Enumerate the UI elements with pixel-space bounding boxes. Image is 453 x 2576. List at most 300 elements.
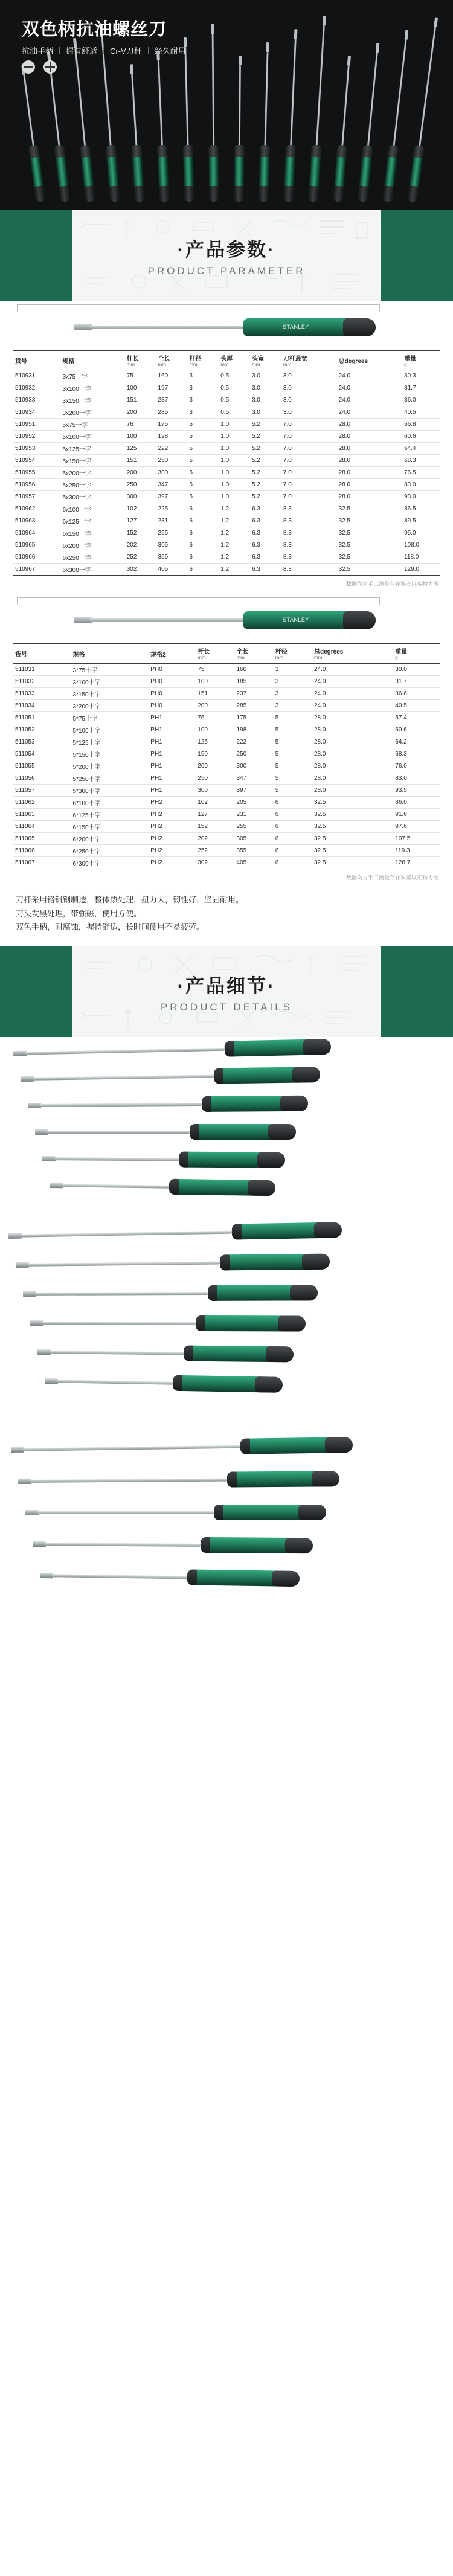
table-cell: 205 — [235, 796, 274, 808]
table-cell: 3 — [274, 663, 312, 675]
table-cell: 198 — [235, 724, 274, 736]
table-cell: 6 — [187, 527, 219, 539]
table-cell: 6 — [274, 856, 312, 869]
table-cell: 397 — [235, 784, 274, 796]
gallery-shaft — [23, 1445, 240, 1451]
table-row — [13, 736, 440, 748]
table-cell: 31.7 — [393, 675, 440, 687]
table-cell: 40.5 — [393, 699, 440, 711]
table-cell: 8.3 — [281, 527, 337, 539]
table-row — [13, 382, 440, 394]
phillips-driver-graphic — [56, 609, 394, 630]
table-row — [13, 539, 440, 551]
table-cell: 6*200十字 — [71, 832, 149, 844]
table-cell: 511034 — [13, 699, 71, 711]
table-cell: 6.3 — [250, 527, 281, 539]
screwdriver-handle — [54, 145, 71, 202]
table-cell: 511067 — [13, 856, 71, 869]
hero-screwdriver — [69, 36, 95, 202]
gallery-screwdriver — [16, 1254, 332, 1273]
table-cell: 511057 — [13, 784, 71, 796]
screwdriver-tip — [404, 30, 408, 40]
table-cell: 1.2 — [219, 503, 250, 515]
gallery-tip — [11, 1447, 24, 1453]
table-cell: 510933 — [13, 394, 61, 406]
table-cell: 28.0 — [337, 431, 402, 443]
gallery-tip — [28, 1103, 41, 1108]
gallery-tip — [45, 1378, 58, 1384]
gallery-screwdriver — [42, 1151, 288, 1168]
hero-screwdriver — [357, 41, 383, 202]
table-cell: 511065 — [13, 832, 71, 844]
table-cell: 24.0 — [312, 675, 393, 687]
table-cell: 200 — [125, 467, 156, 479]
hero-tag-list — [22, 43, 192, 57]
gallery-shaft — [37, 1511, 214, 1514]
dimension-tick-right — [379, 597, 380, 605]
gallery-tip — [50, 1183, 63, 1188]
handle-collar — [214, 1068, 223, 1084]
table-cell: 1.0 — [219, 491, 250, 503]
gallery-tip — [37, 1349, 51, 1355]
col-header: 头厚 mm — [219, 351, 250, 370]
table-cell: 127 — [125, 515, 156, 527]
table-cell: 5 — [274, 711, 312, 724]
table-cell: 75 — [196, 663, 234, 675]
handle-end-cap — [343, 611, 376, 629]
table-cell: 76 — [125, 419, 156, 431]
table-cell: 6 — [187, 539, 219, 551]
table-cell: 200 — [196, 699, 234, 711]
handle-end-cap — [302, 1254, 330, 1270]
handle-collar — [220, 1254, 230, 1270]
hero-tag-3: 经久耐用 — [154, 47, 186, 56]
table-cell: 28.0 — [312, 772, 393, 784]
product-description — [0, 887, 453, 946]
gallery-tip — [30, 1320, 43, 1326]
gallery-screwdriver — [11, 1437, 355, 1457]
table-row — [13, 832, 440, 844]
section-title-cn: ·产品参数· — [177, 239, 276, 260]
col-header: 全长 mm — [235, 644, 274, 663]
table-cell: 28.0 — [312, 711, 393, 724]
gallery-tip — [33, 1541, 46, 1547]
table-cell: 1.2 — [219, 515, 250, 527]
table-cell: 511033 — [13, 687, 71, 699]
table-row — [13, 699, 440, 711]
gallery-shaft — [57, 1380, 173, 1384]
table-cell: 510967 — [13, 564, 61, 576]
table-cell: 6 — [274, 808, 312, 820]
table-cell: 5 — [274, 760, 312, 772]
table-header-row — [13, 351, 440, 370]
table-cell: 200 — [125, 406, 156, 419]
section-title-en: PRODUCT DETAILS — [160, 1001, 293, 1013]
table-cell: 5 — [187, 479, 219, 491]
handle-collar — [202, 1096, 211, 1112]
screwdriver-shaft — [264, 52, 268, 146]
table-cell: 6.3 — [250, 503, 281, 515]
table-cell: 28.0 — [337, 479, 402, 491]
table-cell: 252 — [196, 844, 234, 856]
gallery-handle — [225, 1039, 332, 1057]
dimension-tick-left — [17, 304, 18, 312]
table-cell: 3 — [187, 370, 219, 382]
table-cell: 511063 — [13, 808, 71, 820]
table-cell: 5x300一字 — [61, 491, 125, 503]
table-cell: 511056 — [13, 772, 71, 784]
handle-end-cap — [268, 1124, 296, 1140]
table-cell: 129.0 — [402, 564, 440, 576]
table-cell: 32.5 — [337, 527, 402, 539]
col-header: 重量 g — [393, 644, 440, 663]
gallery-screwdriver — [8, 1222, 344, 1244]
page-title: 双色柄抗油螺丝刀 — [22, 20, 167, 39]
table-cell: 197 — [156, 382, 188, 394]
table-cell: 5 — [274, 736, 312, 748]
table-cell: 3 — [187, 382, 219, 394]
table-cell: 6 — [187, 551, 219, 564]
gallery-handle — [184, 1346, 294, 1363]
table-cell: 175 — [156, 419, 188, 431]
table-cell: 8.3 — [281, 515, 337, 527]
table-cell: 510956 — [13, 479, 61, 491]
screwdriver-handle — [259, 145, 270, 202]
table-cell: 175 — [235, 711, 274, 724]
phillips-bit-icon — [43, 60, 57, 74]
table-cell: 64.2 — [393, 736, 440, 748]
table-cell: 6 — [274, 796, 312, 808]
table-cell: 1.2 — [219, 551, 250, 564]
table-cell: 1.2 — [219, 564, 250, 576]
table-cell: 1.0 — [219, 419, 250, 431]
table-cell: 75 — [125, 370, 156, 382]
gallery-screwdriver — [28, 1096, 310, 1113]
handle-end-cap — [248, 1180, 275, 1196]
table-cell: PH2 — [149, 796, 196, 808]
table-cell: 510963 — [13, 515, 61, 527]
table-cell: PH1 — [149, 736, 196, 748]
table-cell: 3.0 — [281, 394, 337, 406]
hero-bit-icons — [22, 60, 57, 74]
col-header: 杆长 mm — [125, 351, 156, 370]
flat-handle — [243, 318, 376, 336]
table-cell: 355 — [156, 551, 188, 564]
table-cell: 60.6 — [393, 724, 440, 736]
table-cell: 5 — [187, 443, 219, 455]
table-cell: 32.5 — [337, 515, 402, 527]
table-row — [13, 406, 440, 419]
gallery-handle — [220, 1254, 330, 1271]
table-row — [13, 551, 440, 564]
gallery-handle — [214, 1505, 326, 1520]
table-row — [13, 663, 440, 675]
table-cell: 28.0 — [337, 491, 402, 503]
table-cell: 6 — [274, 844, 312, 856]
table-cell: 24.0 — [312, 699, 393, 711]
table-cell: 405 — [156, 564, 188, 576]
table-cell: 3 — [274, 699, 312, 711]
table-cell: 3*75十字 — [71, 663, 149, 675]
table-cell: 32.5 — [312, 832, 393, 844]
flat-driver-graphic — [56, 316, 394, 337]
gallery-handle — [173, 1375, 283, 1393]
gallery-tip — [8, 1233, 22, 1239]
handle-end-cap — [325, 1437, 353, 1453]
screwdriver-handle — [234, 145, 245, 202]
table-cell: 3x200一字 — [61, 406, 125, 419]
table-cell: 1.0 — [219, 443, 250, 455]
table-cell: 510931 — [13, 370, 61, 382]
table-cell: PH0 — [149, 663, 196, 675]
table-cell: 300 — [196, 784, 234, 796]
table-cell: PH1 — [149, 724, 196, 736]
table-row — [13, 772, 440, 784]
table-cell: PH2 — [149, 832, 196, 844]
table-cell: 24.0 — [312, 687, 393, 699]
table-cell: 151 — [125, 394, 156, 406]
table-cell: 5*75十字 — [71, 711, 149, 724]
table-cell: 5x125一字 — [61, 443, 125, 455]
table-cell: 202 — [196, 832, 234, 844]
table-cell: 28.0 — [337, 419, 402, 431]
brand-label: STANLEY — [283, 617, 309, 623]
gallery-screwdriver — [37, 1344, 296, 1362]
gallery-tip — [16, 1262, 29, 1268]
gallery-shaft — [42, 1322, 196, 1325]
table-cell: PH0 — [149, 699, 196, 711]
table-cell: 3.0 — [281, 406, 337, 419]
table-cell: 3.0 — [250, 406, 281, 419]
table-cell: 250 — [196, 772, 234, 784]
table-cell: 5x250一字 — [61, 479, 125, 491]
gallery-shaft — [40, 1103, 202, 1107]
table-cell: 250 — [235, 748, 274, 760]
table-row — [13, 491, 440, 503]
table-cell: 231 — [156, 515, 188, 527]
section-title-en: PRODUCT PARAMETER — [147, 265, 306, 277]
table-cell: 200 — [196, 760, 234, 772]
phillips-handle — [243, 611, 376, 629]
table-cell: 0.5 — [219, 406, 250, 419]
gallery-tip — [13, 1051, 27, 1056]
table-row — [13, 455, 440, 467]
table-cell: 6 — [274, 820, 312, 832]
table-cell: 300 — [125, 491, 156, 503]
col-header: 头宽 mm — [250, 351, 281, 370]
hero-screwdriver — [17, 63, 46, 202]
table-row — [13, 687, 440, 699]
table-cell: 5*100十字 — [71, 724, 149, 736]
table-cell: 511052 — [13, 724, 71, 736]
gallery-screwdriver — [45, 1373, 285, 1393]
table-cell: 347 — [235, 772, 274, 784]
table-cell: 5 — [187, 431, 219, 443]
gallery-tip — [35, 1129, 48, 1135]
table-cell: 28.0 — [312, 748, 393, 760]
table-cell: 511051 — [13, 711, 71, 724]
table-cell: 107.5 — [393, 832, 440, 844]
table-cell: 93.0 — [402, 491, 440, 503]
table-cell: 5x75一字 — [61, 419, 125, 431]
table-cell: 36.0 — [402, 394, 440, 406]
flat-shaft — [89, 326, 246, 329]
table-cell: 511064 — [13, 820, 71, 832]
gallery-handle — [227, 1471, 339, 1487]
table-cell: 3 — [274, 687, 312, 699]
table-cell: 6.3 — [250, 539, 281, 551]
table-cell: 222 — [235, 736, 274, 748]
table-cell: PH2 — [149, 808, 196, 820]
handle-collar — [227, 1472, 237, 1488]
table-cell: 6x200一字 — [61, 539, 125, 551]
table-cell: 160 — [235, 663, 274, 675]
table-cell: 3*200十字 — [71, 699, 149, 711]
hero-screwdriver — [179, 36, 194, 202]
screwdriver-handle — [156, 145, 169, 202]
table-cell: 6x250一字 — [61, 551, 125, 564]
table-cell: 510953 — [13, 443, 61, 455]
table-row — [13, 515, 440, 527]
screwdriver-shaft — [290, 39, 297, 146]
hero-screwdriver — [126, 63, 145, 202]
handle-end-cap — [280, 1096, 308, 1111]
flat-screwdriver-illustration — [0, 301, 453, 350]
table-cell: 198 — [156, 431, 188, 443]
table-cell: 255 — [156, 527, 188, 539]
hero-screwdriver — [406, 15, 442, 202]
table-cell: 5 — [274, 724, 312, 736]
hero-tag-0: 抗油手柄 — [22, 47, 54, 56]
table-cell: 32.5 — [312, 796, 393, 808]
screwdriver-shaft — [238, 65, 240, 146]
table-cell: 76 — [196, 711, 234, 724]
handle-end-cap — [290, 1285, 318, 1300]
table-cell: 397 — [156, 491, 188, 503]
table-cell: PH2 — [149, 820, 196, 832]
gallery-image-3 — [0, 1418, 453, 1623]
table-cell: 5*250十字 — [71, 772, 149, 784]
table-cell: 68.3 — [393, 748, 440, 760]
table-cell: 5.2 — [250, 431, 281, 443]
screwdriver-handle — [208, 145, 219, 202]
table-cell: 30.3 — [402, 370, 440, 382]
gallery-shaft — [62, 1184, 169, 1188]
col-header: 规格2 — [149, 644, 196, 663]
table-cell: 5.2 — [250, 479, 281, 491]
table-cell: 8.3 — [281, 539, 337, 551]
table-cell: 83.0 — [402, 479, 440, 491]
table-row — [13, 760, 440, 772]
description-line-2: 刀头发黑处理，带强磁，使用方便。 — [16, 908, 142, 918]
table-cell: 3.0 — [250, 370, 281, 382]
table-cell: 125 — [125, 443, 156, 455]
table-cell: 5 — [187, 455, 219, 467]
table-cell: 151 — [196, 687, 234, 699]
table-cell: 32.5 — [337, 503, 402, 515]
handle-end-cap — [314, 1222, 342, 1238]
gallery-screwdriver — [13, 1039, 333, 1061]
table-cell: 3 — [187, 406, 219, 419]
table-cell: 285 — [156, 406, 188, 419]
table-cell: 24.0 — [337, 394, 402, 406]
table-cell: 7.0 — [281, 455, 337, 467]
gallery-image-2 — [0, 1218, 453, 1418]
col-header: 规格 — [61, 351, 125, 370]
gallery-screwdriver — [23, 1285, 320, 1302]
hero-screwdriver — [283, 28, 301, 202]
table-cell: 32.5 — [312, 856, 393, 869]
gallery-shaft — [35, 1292, 208, 1296]
gallery-handle — [196, 1315, 306, 1332]
table-cell: 8.3 — [281, 551, 337, 564]
dimension-line — [17, 304, 379, 305]
table-cell: 252 — [125, 551, 156, 564]
table-row — [13, 479, 440, 491]
screwdriver-shaft — [157, 60, 162, 146]
table-cell: 40.5 — [402, 406, 440, 419]
flat-table-note: 数据均为手工测量存在误差以实物为准 — [345, 581, 439, 588]
table-cell: 8.3 — [281, 564, 337, 576]
table-cell: 510957 — [13, 491, 61, 503]
gallery-screwdriver — [35, 1124, 298, 1140]
gallery-shaft — [52, 1574, 187, 1579]
screwdriver-tip — [347, 56, 350, 66]
screwdriver-handle — [131, 145, 145, 202]
gallery-handle — [201, 1537, 313, 1553]
table-cell: 510952 — [13, 431, 61, 443]
dimension-line — [17, 597, 379, 598]
table-cell: 32.5 — [312, 820, 393, 832]
table-cell: 510965 — [13, 539, 61, 551]
table-cell: 6*250十字 — [71, 844, 149, 856]
gallery-handle — [208, 1285, 318, 1301]
table-cell: PH0 — [149, 687, 196, 699]
screwdriver-shaft — [341, 66, 350, 147]
table-cell: 5*125十字 — [71, 736, 149, 748]
screwdriver-handle — [283, 145, 296, 202]
table-cell: 0.5 — [219, 370, 250, 382]
gallery-shaft — [33, 1075, 214, 1081]
table-cell: 5x200一字 — [61, 467, 125, 479]
table-cell: 302 — [125, 564, 156, 576]
screwdriver-shaft — [184, 47, 188, 146]
table-cell: 6*100十字 — [71, 796, 149, 808]
phillips-spec-table — [13, 643, 440, 869]
handle-collar — [173, 1375, 182, 1391]
table-cell: 225 — [156, 503, 188, 515]
screwdriver-shaft — [419, 27, 436, 147]
table-cell: 6.3 — [250, 515, 281, 527]
table-row — [13, 443, 440, 455]
col-header: 杆长 mm — [196, 644, 234, 663]
table-cell: 7.0 — [281, 467, 337, 479]
table-cell: 152 — [196, 820, 234, 832]
col-header: 刀杆最宽 mm — [281, 351, 337, 370]
table-cell: 76.0 — [393, 760, 440, 772]
description-line-3: 双色手柄，耐腐蚀，握持舒适，长时间使用不易疲劳。 — [16, 922, 205, 932]
table-cell: 237 — [235, 687, 274, 699]
table-cell: 36.6 — [393, 687, 440, 699]
handle-end-cap — [343, 318, 376, 336]
table-row — [13, 808, 440, 820]
gallery-shaft — [47, 1131, 190, 1134]
screwdriver-shaft — [23, 75, 34, 147]
table-cell: 511066 — [13, 844, 71, 856]
table-cell: 57.4 — [393, 711, 440, 724]
table-cell: 300 — [235, 760, 274, 772]
table-row — [13, 564, 440, 576]
